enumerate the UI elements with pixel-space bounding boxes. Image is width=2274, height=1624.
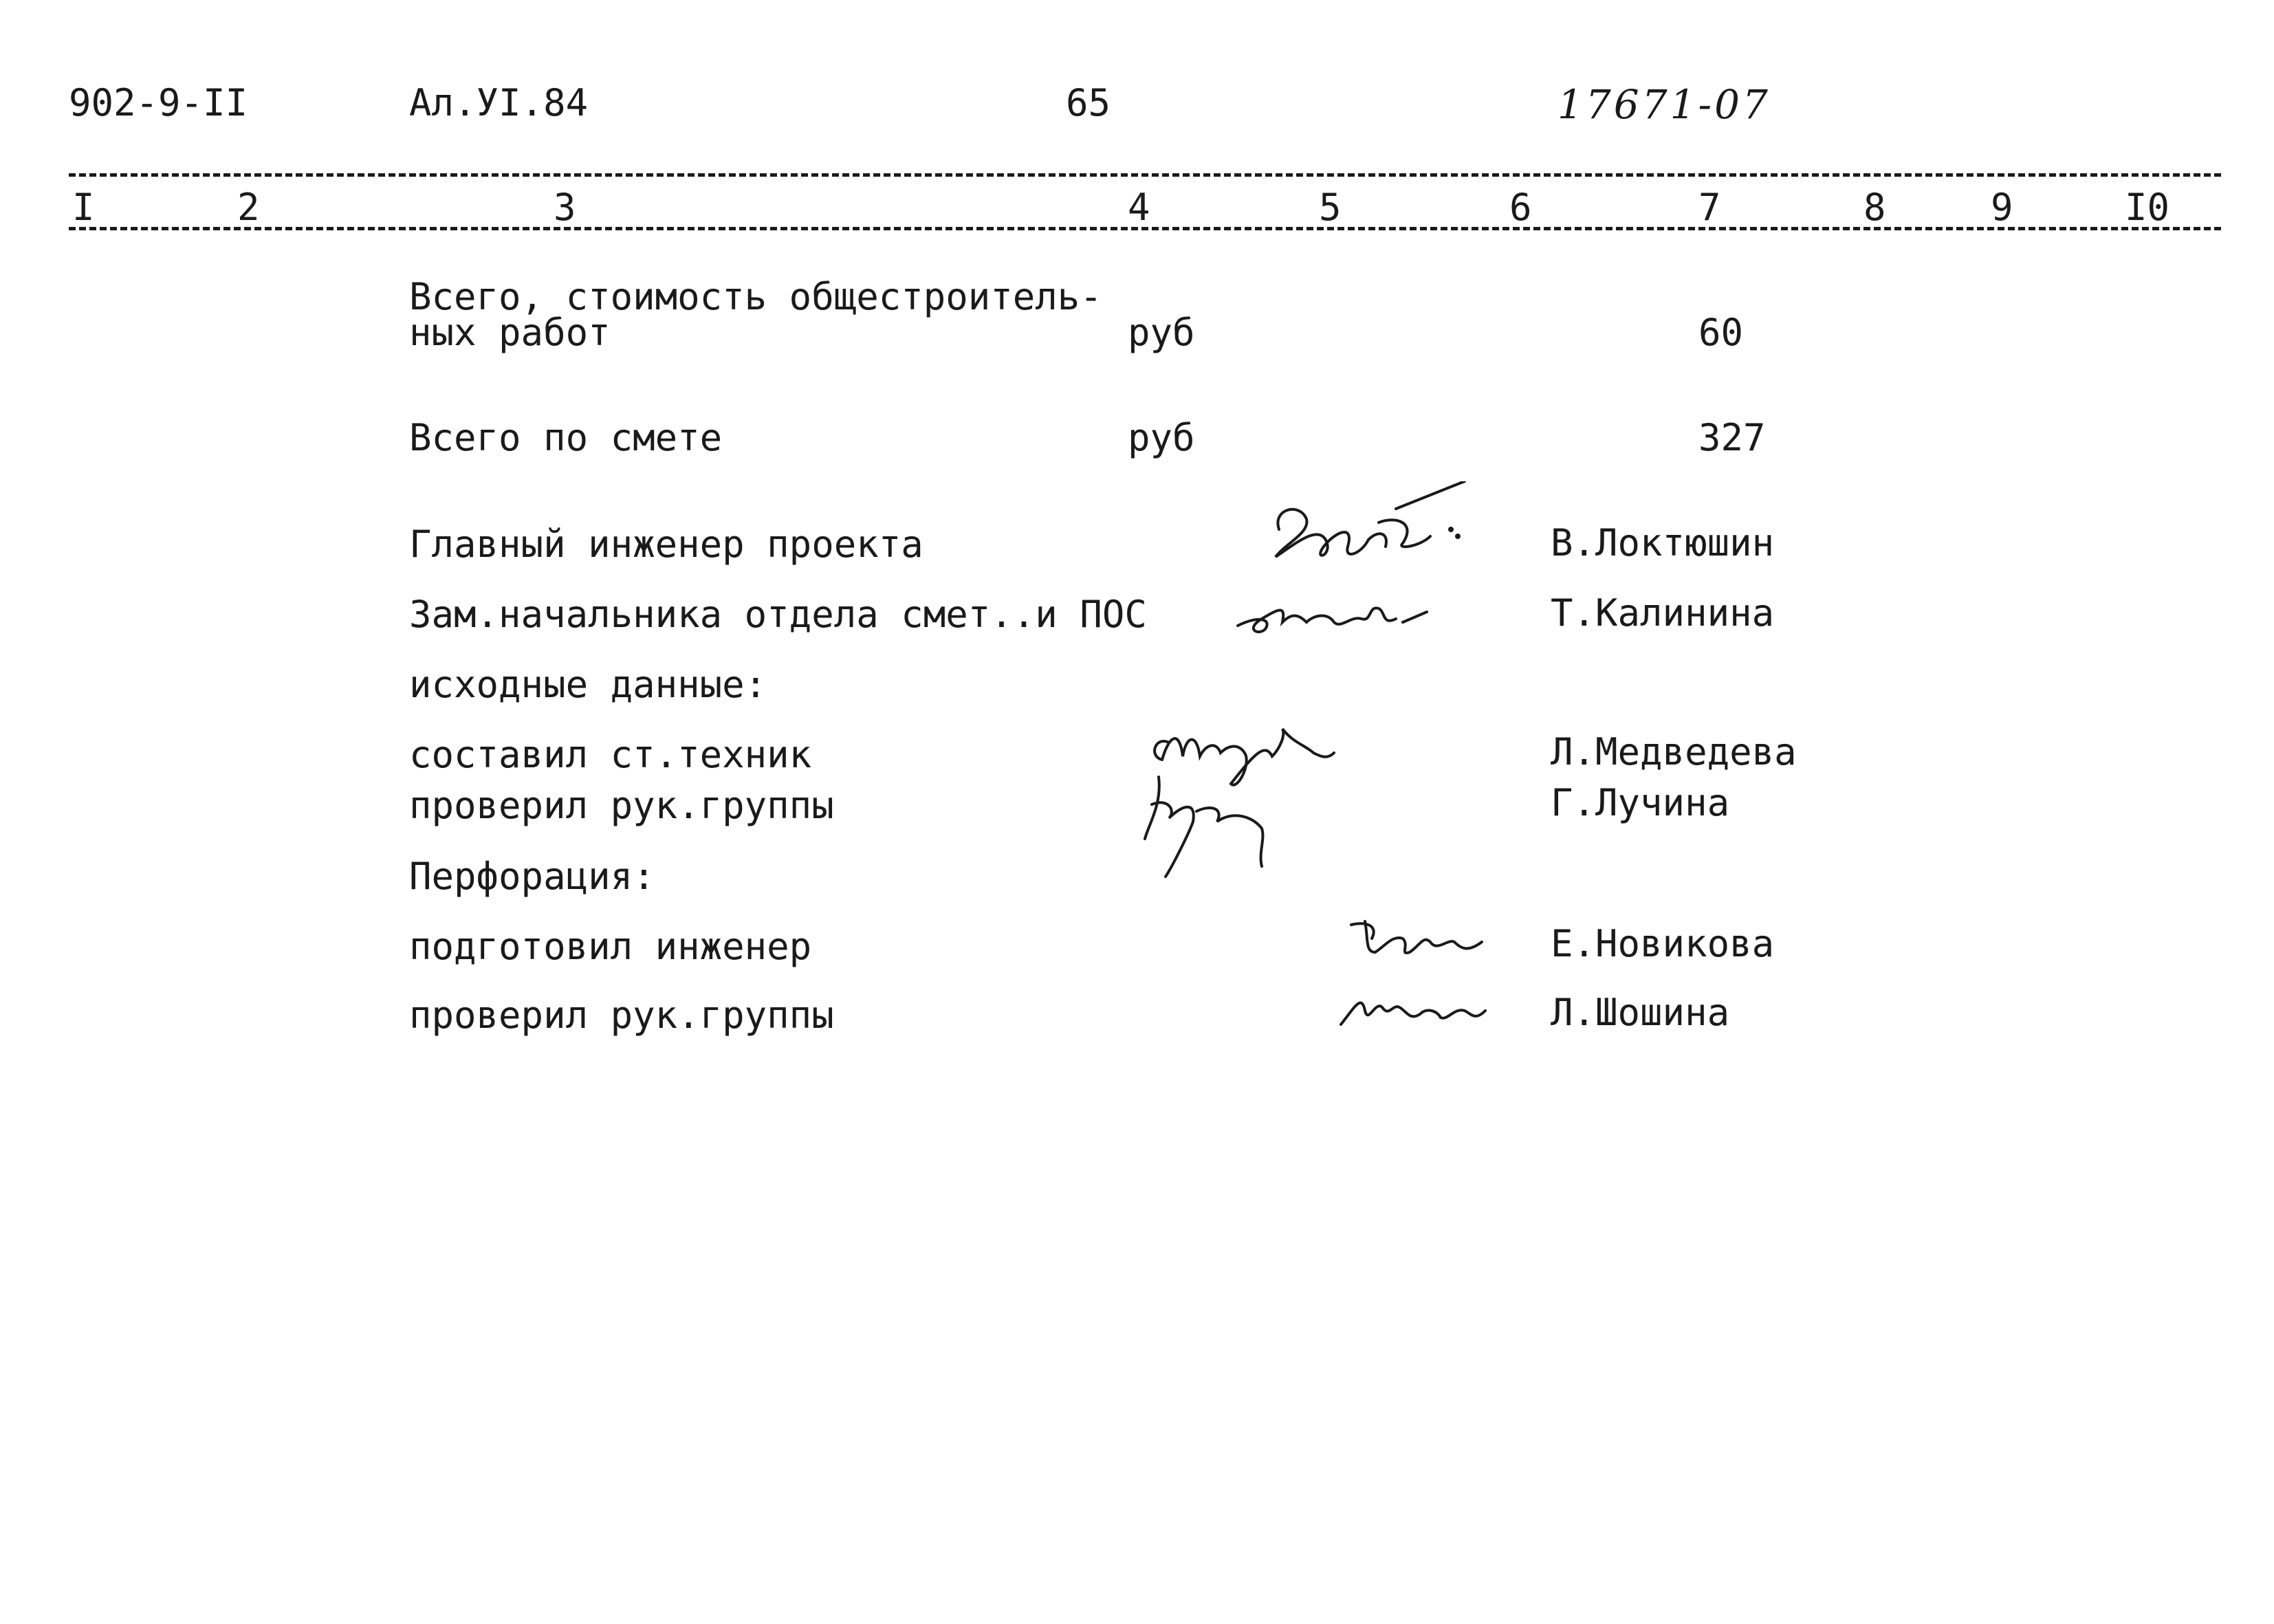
column-number-8: 8 [1863, 186, 1886, 229]
checked-by-2-signature-icon [1334, 980, 1499, 1035]
column-number-7: 7 [1698, 186, 1721, 229]
total-construction-label-line1: Всего, стоимость общестроитель- [409, 275, 1102, 318]
prepared-by-title: подготовил инженер [409, 925, 812, 968]
checked-by-2-title: проверил рук.группы [409, 994, 834, 1037]
column-number-2: 2 [237, 186, 260, 229]
compiled-by-title: составил ст.техник [409, 733, 812, 776]
column-number-10: I0 [2125, 186, 2170, 229]
prepared-by-name: Е.Новикова [1551, 922, 1775, 965]
column-number-5: 5 [1319, 186, 1342, 229]
document-code: 902-9-II [69, 81, 248, 124]
compiled-by-name: Л.Медведева [1551, 730, 1797, 773]
chief-engineer-signature-icon [1258, 481, 1485, 584]
chief-engineer-name: В.Локтюшин [1551, 521, 1775, 564]
total-estimate-unit: руб [1128, 416, 1195, 459]
header-top-rule [69, 173, 2221, 177]
total-construction-value: 60 [1698, 311, 1744, 354]
album-number: Ал.УI.84 [409, 81, 589, 124]
column-number-1: I [72, 186, 95, 229]
page-number: 65 [1066, 81, 1111, 124]
checked-by-2-name: Л.Шошина [1551, 991, 1730, 1034]
perforation-heading: Перфорация: [409, 855, 655, 898]
total-construction-unit: руб [1128, 311, 1195, 354]
total-estimate-value: 327 [1698, 416, 1766, 459]
handwritten-number: 17671-07 [1557, 81, 1771, 128]
chief-engineer-title: Главный инженер проекта [409, 523, 923, 566]
prepared-by-signature-icon [1344, 911, 1496, 966]
deputy-head-title: Зам.начальника отдела смет..и ПОС [409, 593, 1147, 636]
deputy-head-signature-icon [1231, 588, 1437, 643]
checked-by-1-title: проверил рук.группы [409, 784, 834, 827]
total-construction-label-line2: ных работ [409, 311, 611, 354]
column-number-4: 4 [1128, 186, 1150, 229]
source-data-heading: исходные данные: [409, 663, 767, 706]
checked-by-1-signature-icon [1141, 763, 1320, 880]
checked-by-1-name: Г.Лучина [1551, 781, 1730, 824]
deputy-head-name: Т.Калинина [1551, 591, 1775, 635]
total-estimate-label: Всего по смете [409, 416, 723, 459]
column-number-9: 9 [1991, 186, 2013, 229]
column-number-3: 3 [554, 186, 576, 229]
column-number-6: 6 [1509, 186, 1532, 229]
